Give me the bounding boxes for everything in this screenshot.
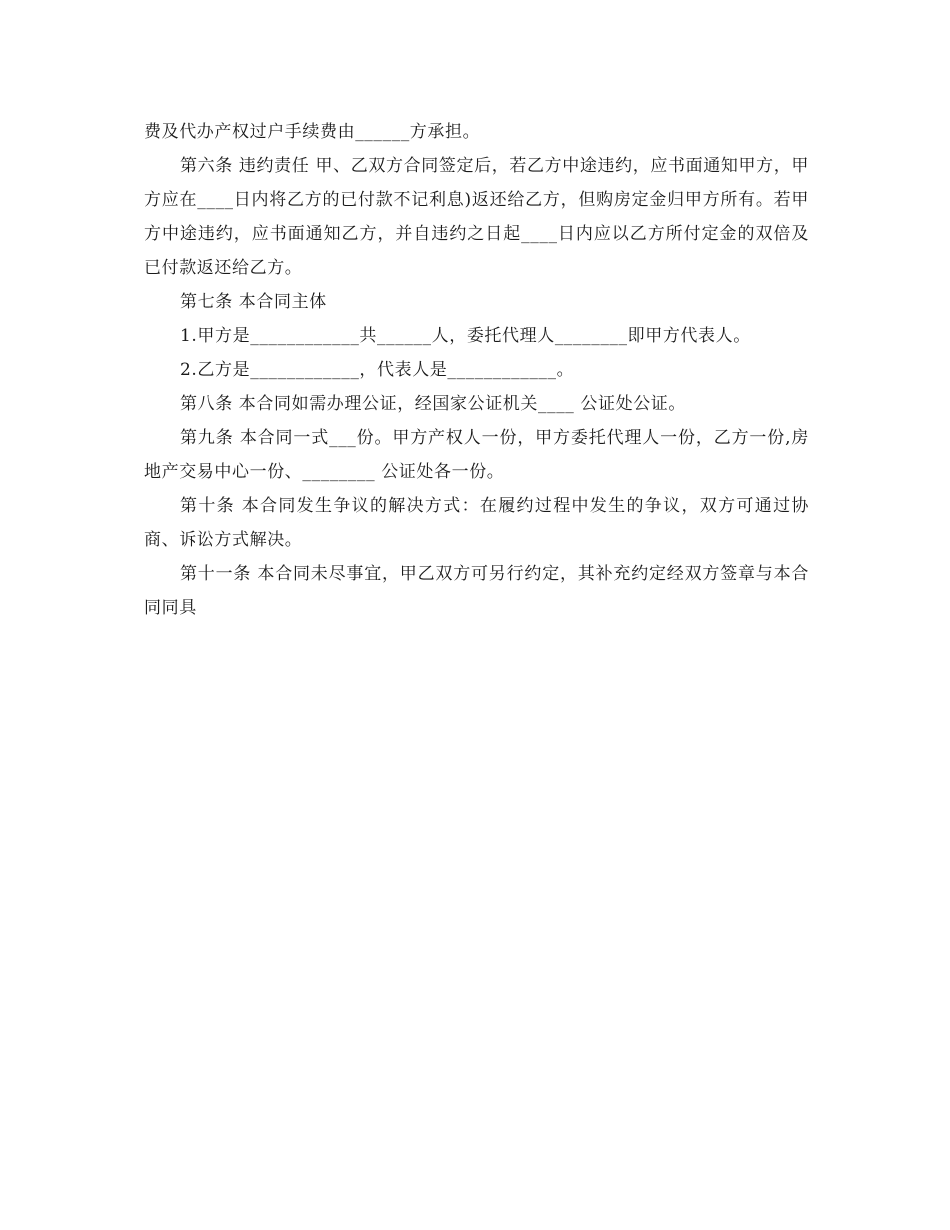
paragraph-article-10-disputes: 第十条 本合同发生争议的解决方式：在履约过程中发生的争议，双方可通过协商、诉讼方式解决。	[144, 496, 809, 550]
paragraph-fee-continuation: 费及代办产权过户手续费由______方承担。	[144, 122, 481, 142]
document-body	[144, 115, 809, 625]
paragraph-article-8-notary: 第八条 本合同如需办理公证，经国家公证机关____ 公证处公证。	[180, 394, 687, 414]
paragraph-article-9-copies: 第九条 本合同一式___份。甲方产权人一份，甲方委托代理人一份，乙方一份,房地产交易中心一份、________ 公证处各一份。	[144, 428, 809, 482]
paragraph-article-7-heading: 第七条 本合同主体	[180, 292, 327, 312]
paragraph-article-11-supplement: 第十一条 本合同未尽事宜，甲乙双方可另行约定，其补充约定经双方签章与本合同同具	[144, 564, 809, 618]
paragraph-article-7-party-b: 2.乙方是____________，代表人是____________。	[180, 360, 575, 380]
paragraph-article-6-liability: 第六条 违约责任 甲、乙双方合同签定后，若乙方中途违约，应书面通知甲方，甲方应在____日内将乙方的已付款不记利息)返还给乙方，但购房定金归甲方所有。若甲方中途违约，应书面通知乙方，并自违约之日起____日内应以乙方所付定金的双倍及已付款返还给乙方。	[144, 156, 809, 278]
paragraph-article-7-party-a: 1.甲方是____________共______人，委托代理人________即甲方代表人。	[180, 326, 751, 346]
